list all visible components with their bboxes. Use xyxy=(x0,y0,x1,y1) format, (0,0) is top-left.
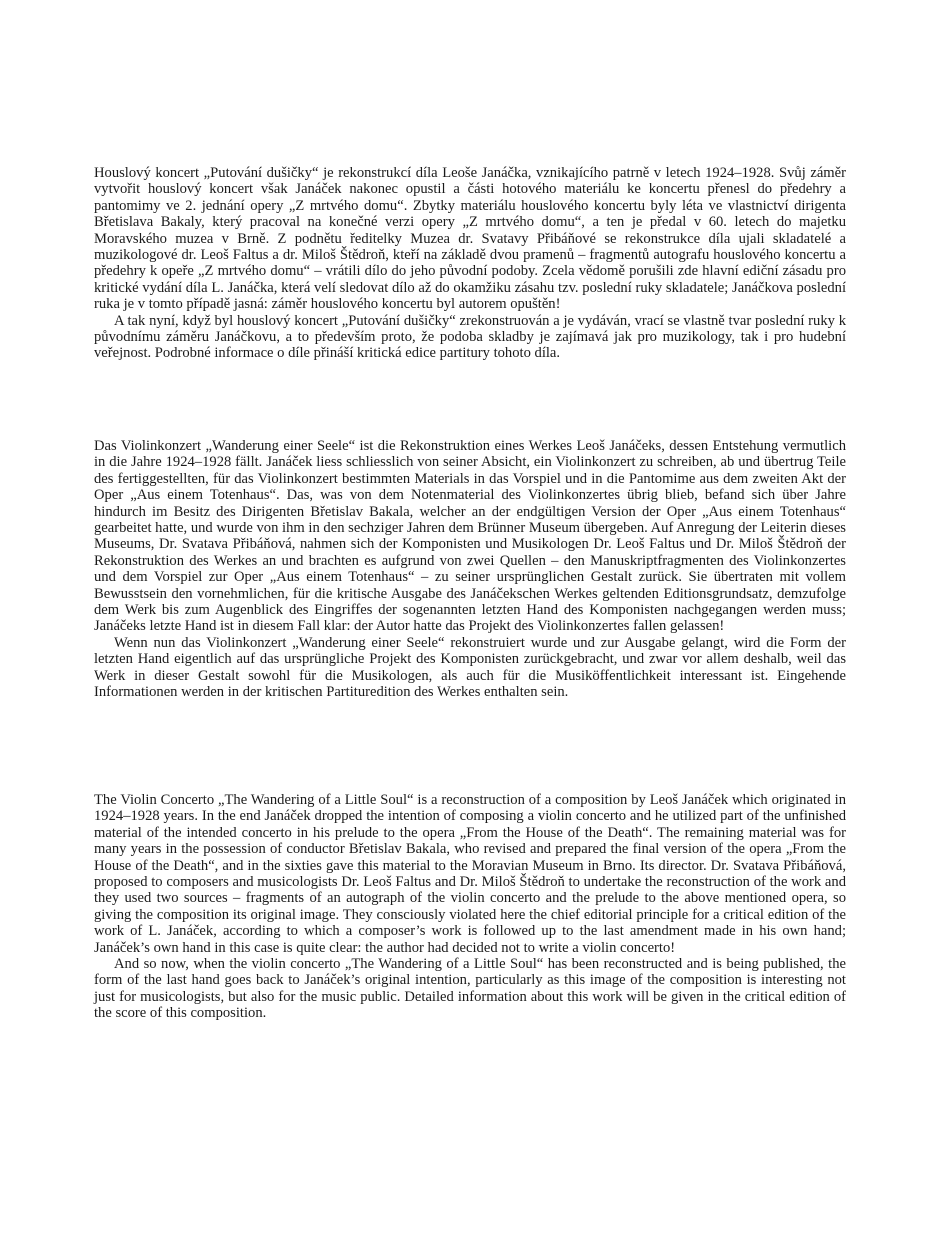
english-text-section xyxy=(94,792,846,1022)
czech-text-section xyxy=(94,165,846,362)
german-text-section xyxy=(94,438,846,701)
paragraph: The Violin Concerto „The Wandering of a Little Soul“ is a reconstruction of a composition by Leoš Janáček which originated in 1924–1928 years. In the end Janáček dropped the intention of composing a violin concerto and he utilized part of the unfinished material of the intended concerto in his prelude to the opera „From the House of the Death“. The remaining material was for many years in the possession of conductor Břetislav Bakala, who revised and prepared the final version of the opera „From the House of the Death“, and in the sixties gave this material to the Moravian Museum in Brno. Its director. Dr. Svatava Přibáňová, proposed to composers and musicologists Dr. Leoš Faltus and Dr. Miloš Štědroň to undertake the reconstruction of the work and they used two sources – fragments of an autograph of the violin concerto and the prelude to the above mentioned opera, so giving the composition its original image. They consciously violated here the chief editorial principle for a critical edition of the work of L. Janáček, according to which a composer’s work is followed up to the last amendment made in his own hand; Janáček’s own hand in this case is quite clear: the author had decided not to write a violin concerto! xyxy=(94,792,846,956)
paragraph: Houslový koncert „Putování dušičky“ je rekonstrukcí díla Leoše Janáčka, vznikajícího patrně v letech 1924–1928. Svůj záměr vytvořit houslový koncert však Janáček nakonec opustil a části hotového materiálu ke koncertu přenesl do předehry a pantomimy ve 2. jednání opery „Z mrtvého domu“. Zbytky materiálu houslového koncertu byly léta ve vlastnictví dirigenta Břetislava Bakaly, který pracoval na konečné verzi opery „Z mrtvého domu“, a ten je předal v 60. letech do majetku Moravského muzea v Brně. Z podnětu ředitelky Muzea dr. Svatavy Přibáňové se rekonstrukce díla ujali skladatelé a muzikologové dr. Leoš Faltus a dr. Miloš Štědroň, kteří na základě dvou pramenů – fragmentů autografu houslového koncertu a předehry k opeře „Z mrtvého domu“ – vrátili dílo do jeho původní podoby. Zcela vědomě porušili zde hlavní ediční zásadu pro kritické vydání díla L. Janáčka, která velí sledovat dílo až do okamžiku zásahu tzv. poslední ruky skladatele; Janáčkova poslední ruka je v tomto případě jasná: záměr houslového koncertu byl autorem opuštěn! xyxy=(94,165,846,313)
paragraph: Wenn nun das Violinkonzert „Wanderung einer Seele“ rekonstruiert wurde und zur Ausgabe gelangt, wird die Form der letzten Hand eigentlich auf das ursprüngliche Projekt des Komponisten zurückgebracht, und zwar vor allem deshalb, weil das Werk in dieser Gestalt sowohl für die Musikologen, als auch für die Musiköffentlichkeit interessant ist. Eingehende Informationen werden in der kritischen Partituredition des Werkes enthalten sein. xyxy=(94,634,846,701)
paragraph: Das Violinkonzert „Wanderung einer Seele“ ist die Rekonstruktion eines Werkes Leoš Janáčeks, dessen Entstehung vermutlich in die Jahre 1924–1928 fällt. Janáček liess schliesslich von seiner Absicht, ein Violinkonzert zu schreiben, ab und übertrug Teile des fertiggestellten, für das Violinkonzert bestimmten Materials in das Vorspiel und in die Pantomime aus dem zweiten Akt der Oper „Aus einem Totenhaus“. Das, was von dem Notenmaterial des Violinkonzertes übrig blieb, befand sich über Jahre hindurch im Besitz des Dirigenten Břetislav Bakala, welcher an der endgültigen Version der Oper „Aus einem Totenhaus“ gearbeitet hatte, und wurde von ihm in den sechziger Jahren dem Brünner Museum übergeben. Auf Anregung der Leiterin dieses Museums, Dr. Svatava Přibáňová, nahmen sich der Komponisten und Musikologen Dr. Leoš Faltus und Dr. Miloš Štědroň der Rekonstruktion des Werkes an und brachten es aufgrund von zwei Quellen – den Manuskriptfragmenten des Violinkonzertes und dem Vorspiel zur Oper „Aus einem Totenhaus“ – zu seiner ursprünglichen Gestalt zurück. Sie übertraten mit vollem Bewusstsein den vornehmlichen, für die kritische Ausgabe des Janáčekschen Werkes geltenden Editionsgrundsatz, demzufolge dem Werk bis zum Augenblick des Eingriffes der sogenannten letzten Hand des Komponisten nachgegangen werden muss; Janáčeks letzte Hand ist in diesem Fall klar: der Autor hatte das Projekt des Violinkonzertes fallen gelassen! xyxy=(94,438,846,635)
paragraph: A tak nyní, když byl houslový koncert „Putování dušičky“ zrekonstruován a je vydáván, vrací se vlastně tvar poslední ruky k původnímu záměru Janáčkovu, a to především proto, že podoba skladby je zajímavá jak pro muzikology, tak i pro hudební veřejnost. Podrobné informace o díle přináší kritická edice partitury tohoto díla. xyxy=(94,312,846,362)
paragraph: And so now, when the violin concerto „The Wandering of a Little Soul“ has been reconstructed and is being published, the form of the last hand goes back to Janáček’s original intention, particularly as this image of the composition is interesting not just for musicologists, but also for the music public. Detailed information about this work will be given in the critical edition of the score of this composition. xyxy=(94,956,846,1022)
